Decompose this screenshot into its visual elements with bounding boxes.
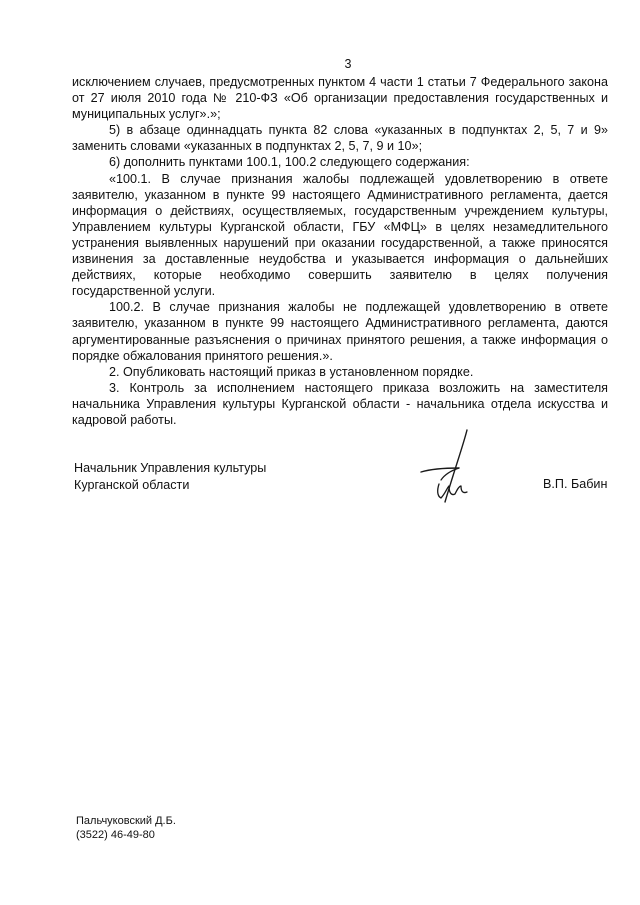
paragraph-item-5: 5) в абзаце одиннадцать пункта 82 слова «указанных в подпунктах 2, 5, 7 и 9» заменить словами «указанных в подпунктах 2, 5, 7, 9 и 10»; (72, 123, 608, 154)
signatory-title (74, 460, 266, 494)
paragraph-control: 3. Контроль за исполнением настоящего приказа возложить на заместителя начальника Управления культуры Курганской области - начальника отдела искусства и кадровой работы. (72, 380, 608, 427)
executor-footer (76, 814, 176, 842)
paragraph-100-2: 100.2. В случае признания жалобы не подлежащей удовлетворению в ответе заявителю, указанном в пункте 99 настоящего Административного регламента, даются аргументированные разъяснения о причинах принятого решения, а также информация о порядке обжалования принятого решения.». (72, 300, 608, 363)
executor-name: Пальчуковский Д.Б. (76, 815, 176, 827)
signatory-title-line2: Курганской области (74, 478, 190, 492)
signatory-name: В.П. Бабин (543, 477, 608, 491)
document-body (72, 74, 608, 428)
handwritten-signature (415, 428, 485, 508)
page-number: 3 (344, 57, 352, 71)
paragraph-item-6: 6) дополнить пунктами 100.1, 100.2 следующего содержания: (109, 155, 470, 170)
paragraph-100-1: «100.1. В случае признания жалобы подлежащей удовлетворению в ответе заявителю, указанном в пункте 99 настоящего Административного регламента, дается информация о действиях, осуществляемых, государственным учреждением культуры, Управлением культуры Курганской области, ГБУ «МФЦ» в целях незамедлительного устранения выявленных нарушений при оказании государственной, а также приносятся извинения за доставленные неудобства и указывается информация о дальнейших действиях, которые необходимо совершить заявителю в целях получения государственной услуги. (72, 171, 608, 299)
paragraph-publish: 2. Опубликовать настоящий приказ в установленном порядке. (109, 364, 474, 379)
executor-phone: (3522) 46-49-80 (76, 829, 155, 841)
signatory-title-line1: Начальник Управления культуры (74, 461, 267, 475)
paragraph-continuation: исключением случаев, предусмотренных пунктом 4 части 1 статьи 7 Федерального закона от 27 июля 2010 года № 210-ФЗ «Об организации предоставления государственных и муниципальных услуг».»; (72, 75, 608, 122)
